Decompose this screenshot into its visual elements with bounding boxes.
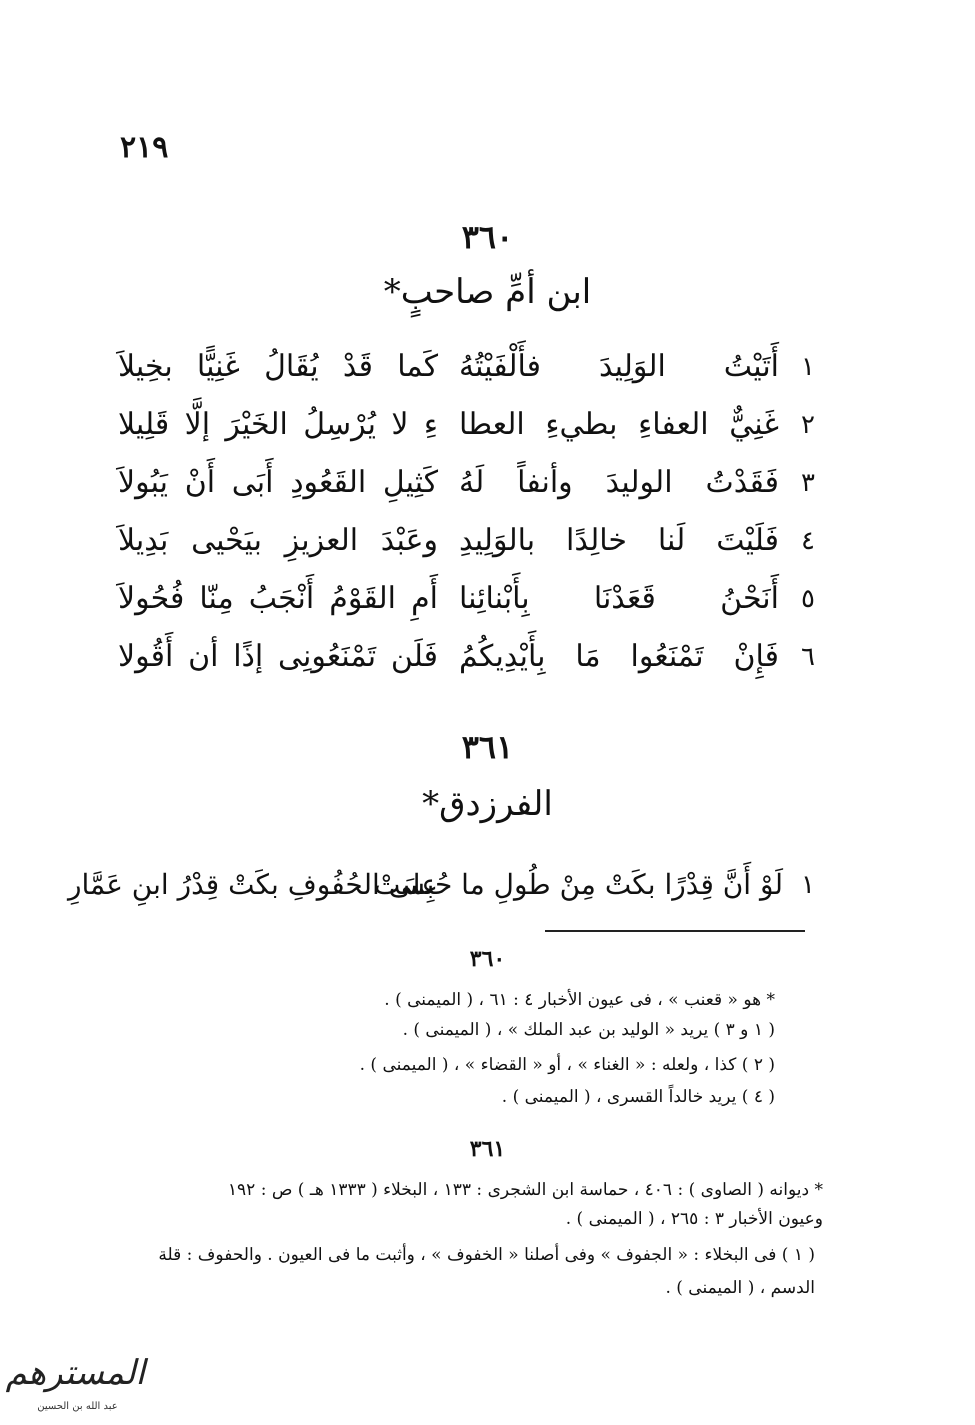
footnote-heading: ٣٦٠ [469, 946, 506, 972]
verse-first-hemistich: أَتَيْتُ الوَلِيدَ فأَلْفَيْتُهُ [459, 349, 779, 384]
verse [118, 342, 823, 392]
poem-number: ٣٦٠ [461, 218, 514, 256]
verse [118, 458, 823, 508]
verse-first-hemistich: فَإِنْ تَمْنَعُوا مَا بِأَيْدِيكُمُ [459, 639, 779, 674]
verse-number: ١ [801, 870, 815, 900]
verse-first-hemistich: فَلَيْتَ لَنا خالِدًا بالوَلِيدِ [459, 523, 779, 558]
footnote-separator-line [545, 930, 805, 932]
verse-first-hemistich: فَقَدْتُ الوليدَ وأنفاً لَهُ [459, 465, 779, 500]
verse [118, 632, 823, 682]
verse-second-hemistich: على الحُفُوفِ بكَتْ قِدْرُ ابنِ عَمَّارِ [67, 868, 438, 901]
page-number: ٢١٩ [120, 130, 169, 165]
verse [67, 860, 823, 910]
verse-number: ٦ [801, 642, 815, 672]
verse-number: ٣ [801, 468, 815, 498]
footnote-line: وعيون الأخبار ٣ : ٢٦٥ ، ( الميمنى ) . [565, 1209, 823, 1229]
poet-name: الفرزدق* [422, 784, 553, 824]
verse-number: ٤ [801, 526, 815, 556]
verse-number: ١ [801, 352, 815, 382]
stamp-subtext: عبد الله بن الحسين [37, 1401, 118, 1412]
poem-number: ٣٦١ [461, 728, 514, 766]
poet-name: ابن أمِّ صاحبٍ* [383, 272, 592, 312]
footnote-line: ( ٢ ) كذا ، ولعله : « الغناء » ، أو « القضاء » ، ( الميمنى ) . [359, 1055, 775, 1075]
verse-first-hemistich: أَنَحْنُ قَعَدْنَا بِأَبْنائِنا [459, 581, 779, 616]
verse-second-hemistich: كَما قَدْ يُقَالُ غَنِيًّا بخِيلاَ [118, 349, 438, 384]
verse-second-hemistich: أَمِ القَوْمُ أَنْجَبُ مِنّا فُحُولاَ [118, 581, 438, 616]
verse-second-hemistich: كَثِيلِ القَعُودِ أَبَى أَنْ يَبُولاَ [118, 465, 438, 500]
footnote-line: ( ٤ ) يريد خالداً القسرى ، ( الميمنى ) . [501, 1087, 775, 1107]
verse-second-hemistich: ءِ لا يُرْسِلُ الخَيْرَ إلَّا قَلِيلا [118, 407, 438, 442]
footnote-line: * هو « قعنب » ، فى عيون الأخبار ٤ : ٦١ ، ( الميمنى ) . [384, 990, 775, 1010]
footnote-heading: ٣٦١ [469, 1136, 506, 1162]
footnote-line: ( ١ و ٣ ) يريد « الوليد بن عبد الملك » ، ( الميمنى ) . [402, 1020, 775, 1040]
verse [118, 516, 823, 566]
footnote-line: * ديوانه ( الصاوى ) : ٤٠٦ ، حماسة ابن الشجرى : ١٣٣ ، البخلاء ( ١٣٣٣ هـ ) ص : ١٩٢ [227, 1180, 823, 1200]
verse-second-hemistich: فَلَن تَمْنَعُونِى إذًا أن أَقُولا [118, 639, 438, 674]
footnote-line: الدسم ، ( الميمنى ) . [665, 1278, 815, 1298]
verse-number: ٥ [801, 584, 815, 614]
stamp-text: المسترهم [5, 1353, 145, 1393]
library-stamp-logo [5, 1345, 145, 1420]
verse-first-hemistich: غَنِيٌّ العفاءِ بطيءِ العطا [459, 407, 779, 442]
verse [118, 400, 823, 450]
footnote-line: ( ١ ) فى البخلاء : « الجفوف » وفى أصلنا « الخفوف » ، وأثبت ما فى العيون . والحفوف : قلة [158, 1245, 815, 1265]
verse [118, 574, 823, 624]
verse-number: ٢ [801, 410, 815, 440]
verse-second-hemistich: وعَبْدَ العزيزِ بيَحْيى بَدِيلاَ [118, 523, 438, 558]
verse-first-hemistich: لَوْ أَنَّ قِدْرًا بكَتْ مِنْ طُولِ ما حُبِسَتْ [374, 868, 783, 901]
